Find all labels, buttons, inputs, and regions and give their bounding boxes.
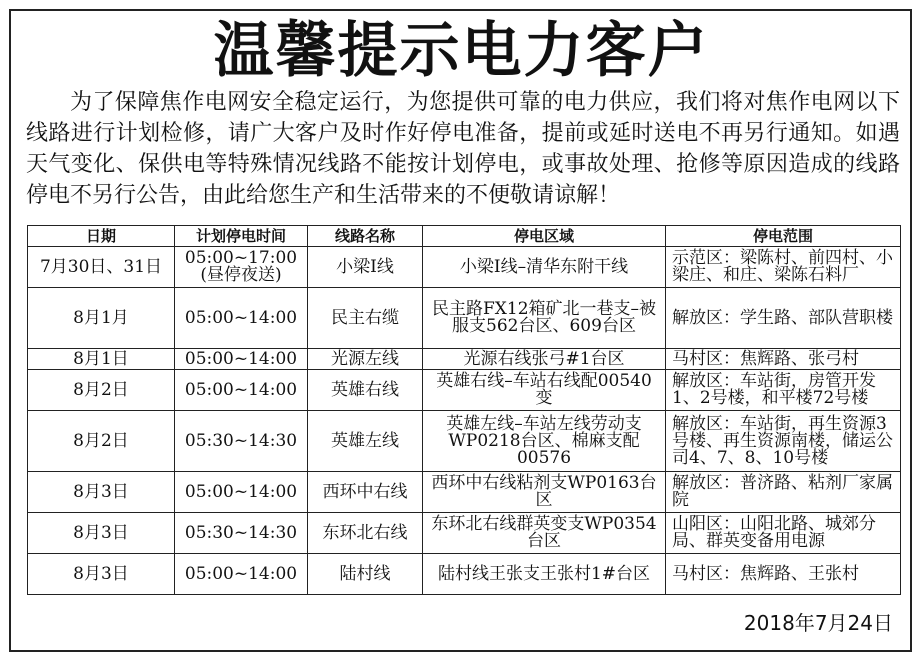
cell-date: 8月1日 (28, 349, 175, 370)
header-scope: 停电范围 (666, 226, 901, 247)
cell-date: 7月30日、31日 (28, 247, 175, 288)
cell-scope: 山阳区：山阳北路、城郊分局、群英变备用电源 (666, 513, 901, 554)
cell-time: 05:30~14:30 (175, 411, 308, 472)
cell-area: 东环北右线群英变支WP0354台区 (423, 513, 666, 554)
intro-paragraph: 为了保障焦作电网安全稳定运行，为您提供可靠的电力供应，我们将对焦作电网以下线路进行计划检修，请广大客户及时作好停电准备，提前或延时送电不再另行通知。如遇天气变化、保供电等特殊情况线路不能按计划停电，或事故处理、抢修等原因造成的线路停电不另行公告，由此给您生产和生活带来的不便敬请谅解！ (26, 90, 900, 208)
cell-time: 05:00~17:00 (昼停夜送) (175, 247, 308, 288)
cell-time: 05:00~14:00 (175, 288, 308, 349)
cell-line: 民主右缆 (308, 288, 423, 349)
cell-scope: 示范区：梁陈村、前四村、小梁庄、和庄、梁陈石料厂 (666, 247, 901, 288)
cell-line: 小梁Ⅰ线 (308, 247, 423, 288)
cell-line: 陆村线 (308, 554, 423, 595)
cell-area: 光源右线张弓#1台区 (423, 349, 666, 370)
cell-date: 8月2日 (28, 370, 175, 411)
cell-scope: 解放区：车站街，房管开发1、2号楼，和平楼72号楼 (666, 370, 901, 411)
notice-intro (26, 87, 900, 211)
header-time: 计划停电时间 (175, 226, 308, 247)
table-row (28, 513, 901, 554)
cell-area: 小梁Ⅰ线–清华东附干线 (423, 247, 666, 288)
cell-date: 8月2日 (28, 411, 175, 472)
table-header-row (28, 226, 901, 247)
issue-date: 2018年7月24日 (743, 611, 893, 635)
table-row (28, 411, 901, 472)
notice-title: 温馨提示电力客户 (213, 16, 710, 86)
table-row (28, 370, 901, 411)
cell-area: 西环中右线粘剂支WP0163台区 (423, 472, 666, 513)
outage-table (27, 225, 901, 595)
cell-line: 光源左线 (308, 349, 423, 370)
cell-scope: 解放区：学生路、部队营职楼 (666, 288, 901, 349)
cell-area: 英雄右线–车站右线配00540变 (423, 370, 666, 411)
cell-scope: 解放区：车站街，再生资源3号楼、再生资源南楼，储运公司4、7、8、10号楼 (666, 411, 901, 472)
cell-time: 05:30~14:30 (175, 513, 308, 554)
cell-date: 8月3日 (28, 554, 175, 595)
table-row (28, 349, 901, 370)
cell-area: 英雄左线–车站左线劳动支WP0218台区、棉麻支配00576 (423, 411, 666, 472)
cell-scope: 解放区：普济路、粘剂厂家属院 (666, 472, 901, 513)
cell-time: 05:00~14:00 (175, 370, 308, 411)
cell-line: 西环中右线 (308, 472, 423, 513)
table-row (28, 288, 901, 349)
header-area: 停电区域 (423, 226, 666, 247)
cell-date: 8月3日 (28, 513, 175, 554)
cell-line: 东环北右线 (308, 513, 423, 554)
table-row (28, 247, 901, 288)
cell-line: 英雄左线 (308, 411, 423, 472)
cell-area: 民主路FX12箱矿北一巷支–被服支562台区、609台区 (423, 288, 666, 349)
cell-scope: 马村区：焦辉路、王张村 (666, 554, 901, 595)
table-row (28, 554, 901, 595)
cell-scope: 马村区：焦辉路、张弓村 (666, 349, 901, 370)
header-date: 日期 (28, 226, 175, 247)
cell-date: 8月3日 (28, 472, 175, 513)
table-row (28, 472, 901, 513)
header-line: 线路名称 (308, 226, 423, 247)
cell-area: 陆村线王张支王张村1#台区 (423, 554, 666, 595)
cell-date: 8月1月 (28, 288, 175, 349)
cell-line: 英雄右线 (308, 370, 423, 411)
cell-time: 05:00~14:00 (175, 349, 308, 370)
cell-time: 05:00~14:00 (175, 554, 308, 595)
cell-time: 05:00~14:00 (175, 472, 308, 513)
